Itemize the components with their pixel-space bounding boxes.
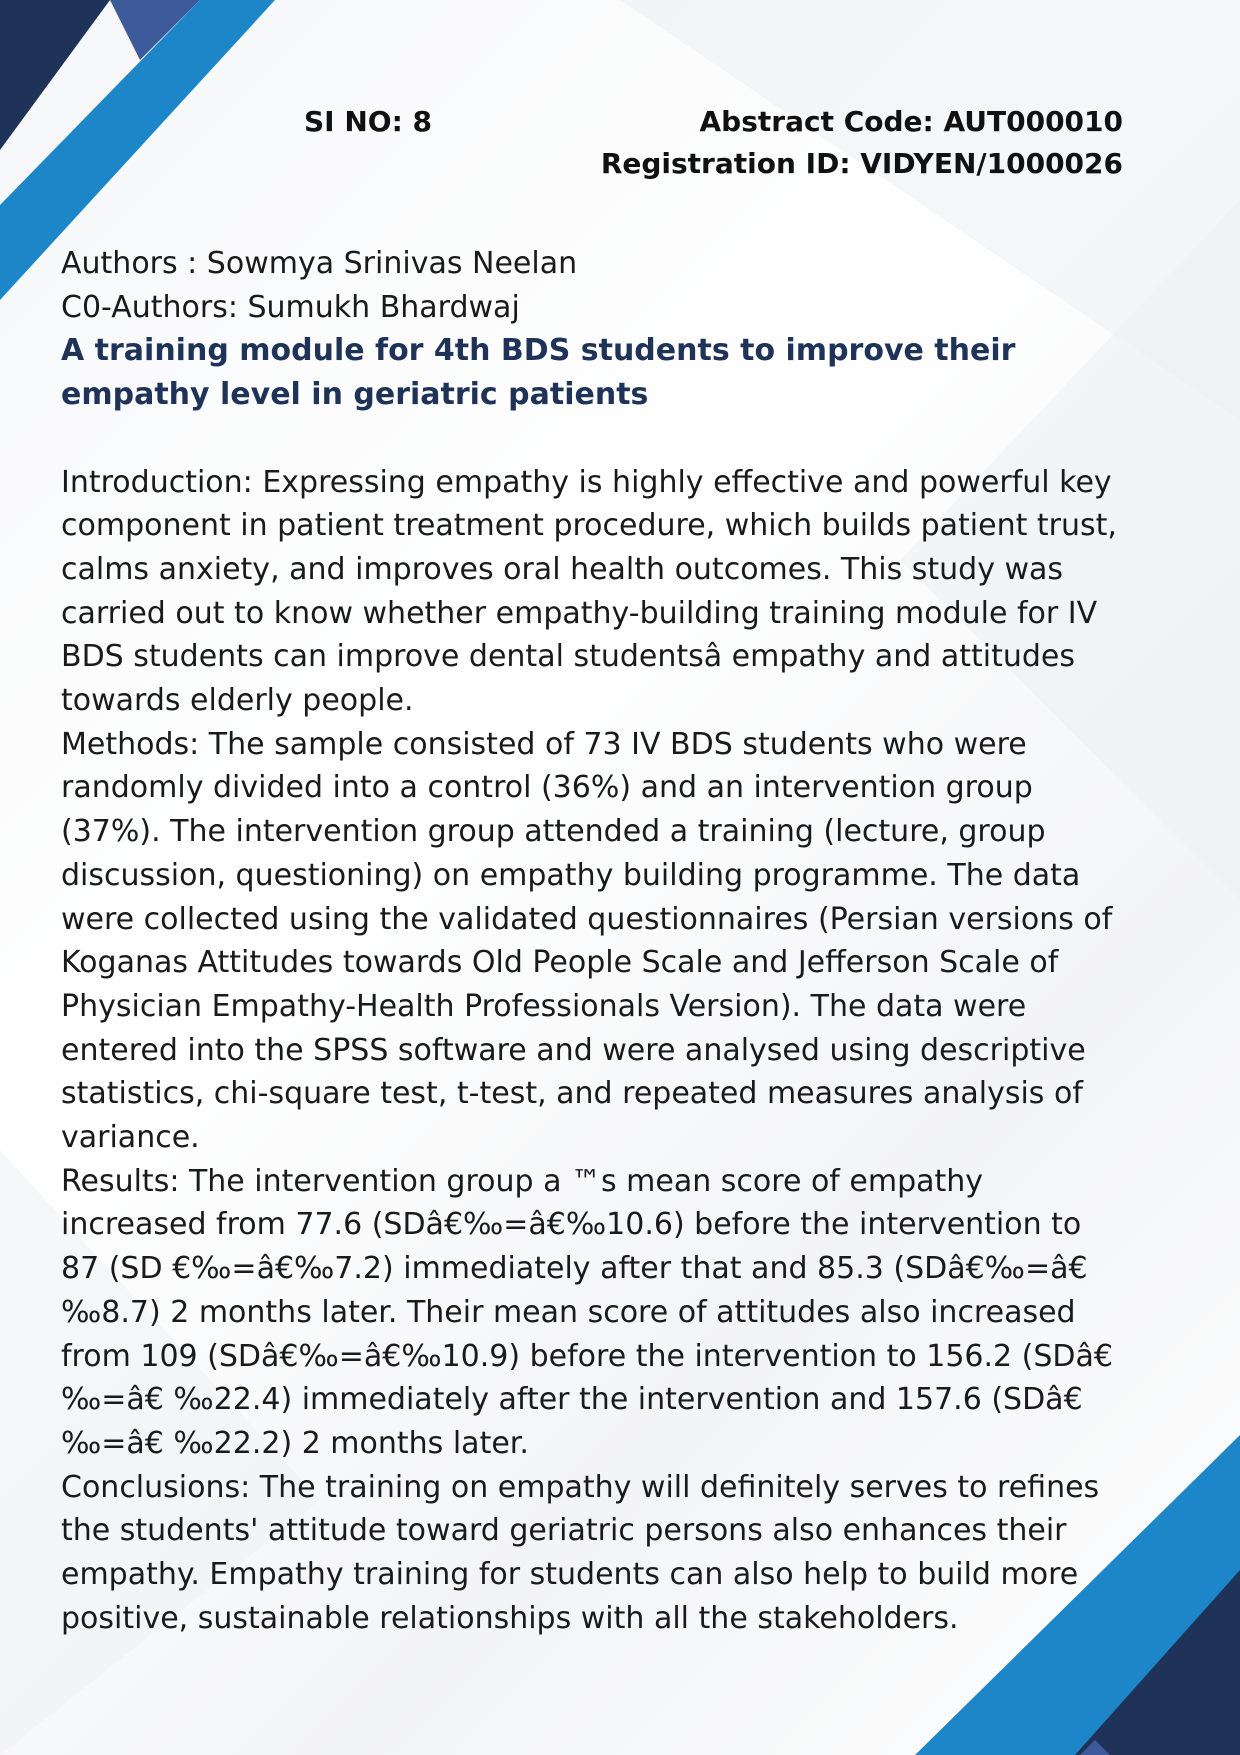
abstract-title: A training module for 4th BDS students to improve their empathy level in geriatric patients <box>61 333 1016 413</box>
co-authors: C0-Authors: Sumukh Bhardwaj <box>61 289 520 325</box>
serial-number-text: SI NO: 8 <box>304 105 432 138</box>
spacer <box>61 417 1121 461</box>
methods-paragraph: Methods: The sample consisted of 73 IV BDS students who were randomly divided into a control (36%) and an intervention group (37%). The intervention group attended a training (lecture, group discussion, questioning) on empathy building programme. The data were collected using the validated questionnaires (Persian versions of Koganas Attitudes towards Old People Scale and Jefferson Scale of Physician Empathy-Health Professionals Version). The data were entered into the SPSS software and were analysed using descriptive statistics, chi-square test, t-test, and repeated measures analysis of variance. <box>61 726 1113 1156</box>
results-paragraph: Results: The intervention group a ™s mean score of empathy increased from 77.6 (SDâ€‰=â€‰10.6) before the intervention to 87 (SD €‰=â€‰7.2) immediately after that and 85.3 (SDâ€‰=â€‰8.7) 2 months later. Their mean score of attitudes also increased from 109 (SDâ€‰=â€‰10.9) before the intervention to 156.2 (SDâ€‰=â€ ‰22.4) immediately after the intervention and 157.6 (SDâ€‰=â€ ‰22.2) 2 months later. <box>61 1163 1113 1461</box>
registration-id: Registration ID: VIDYEN/1000026 <box>600 147 1123 180</box>
conclusions-paragraph: Conclusions: The training on empathy will definitely serves to refines the students' attitude toward geriatric persons also enhances their empathy. Empathy training for students can also help to build more positive, sustainable relationships with all the stakeholders. <box>61 1469 1100 1636</box>
introduction-paragraph: Introduction: Expressing empathy is highly effective and powerful key component in patient treatment procedure, which builds patient trust, calms anxiety, and improves oral health outcomes. This study was carried out to know whether empathy-building training module for IV BDS students can improve dental studentsâ empathy and attitudes towards elderly people. <box>61 464 1117 719</box>
abstract-code: Abstract Code: AUT000010 <box>699 105 1123 138</box>
header-ids <box>601 101 1123 185</box>
serial-number <box>304 101 432 143</box>
abstract-body <box>61 242 1121 1640</box>
authors: Authors : Sowmya Srinivas Neelan <box>61 246 578 281</box>
